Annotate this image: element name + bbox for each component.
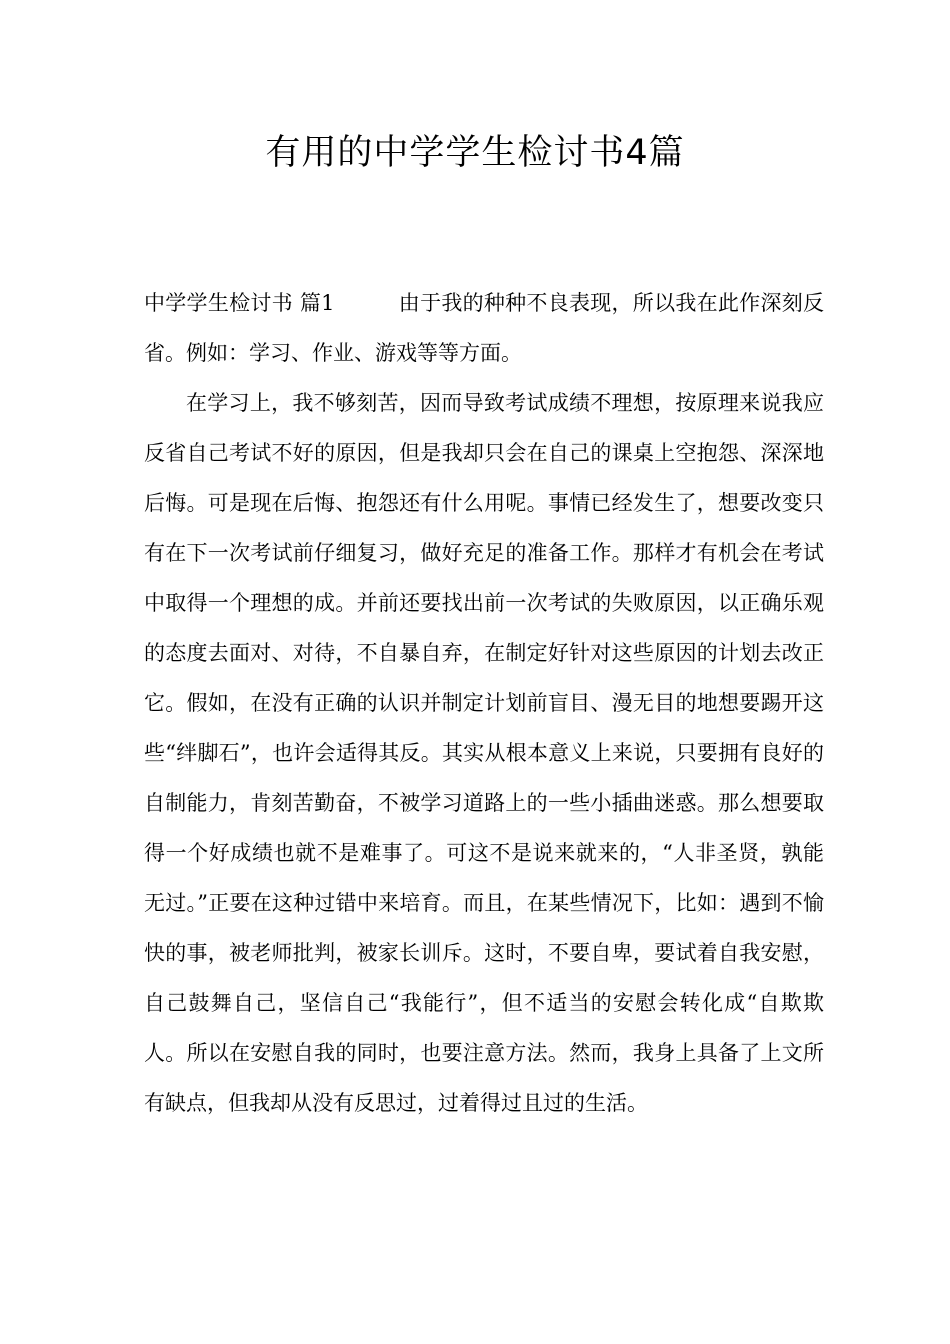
body-paragraph: 在学习上，我不够刻苦，因而导致考试成绩不理想，按原理来说我应反省自己考试不好的原因，但是我却只会在自己的课桌上空抱怨、深深地后悔。可是现在后悔、抱怨还有什么用呢。事情已经发生了，想要改变只有在下一次考试前仔细复习，做好充足的准备工作。那样才有机会在考试中取得一个理想的成。并前还要找出前一次考试的失败原因，以正确乐观的态度去面对、对待，不自暴自弃，在制定好针对这些原因的计划去改正它。假如，在没有正确的认识并制定计划前盲目、漫无目的地想要踢开这些“绊脚石”，也许会适得其反。其实从根本意义上来说，只要拥有良好的自制能力，肯刻苦勤奋，不被学习道路上的一些小插曲迷惑。那么想要取得一个好成绩也就不是难事了。可这不是说来就来的，“人非圣贤，孰能无过。”正要在这种过错中来培育。而且，在某些情况下，比如：遇到不愉快的事，被老师批判，被家长训斥。这时，不要自卑，要试着自我安慰，自己鼓舞自己，坚信自己“我能行”，但不适当的安慰会转化成“自欺欺人。所以在安慰自我的同时，也要注意方法。然而，我身上具备了上文所有缺点，但我却从没有反思过，过着得过且过的生活。 (144, 391, 824, 1115)
paragraph-text: 由于我的种种不良表现，所以我在此作深刻反省。例如：学习、作业、游戏等等方面。 (144, 291, 824, 365)
section-heading: 中学学生检讨书 篇1 (144, 291, 335, 315)
document-body (144, 278, 824, 1128)
document-title: 有用的中学学生检讨书4篇 (265, 133, 685, 173)
first-paragraph (144, 278, 824, 378)
